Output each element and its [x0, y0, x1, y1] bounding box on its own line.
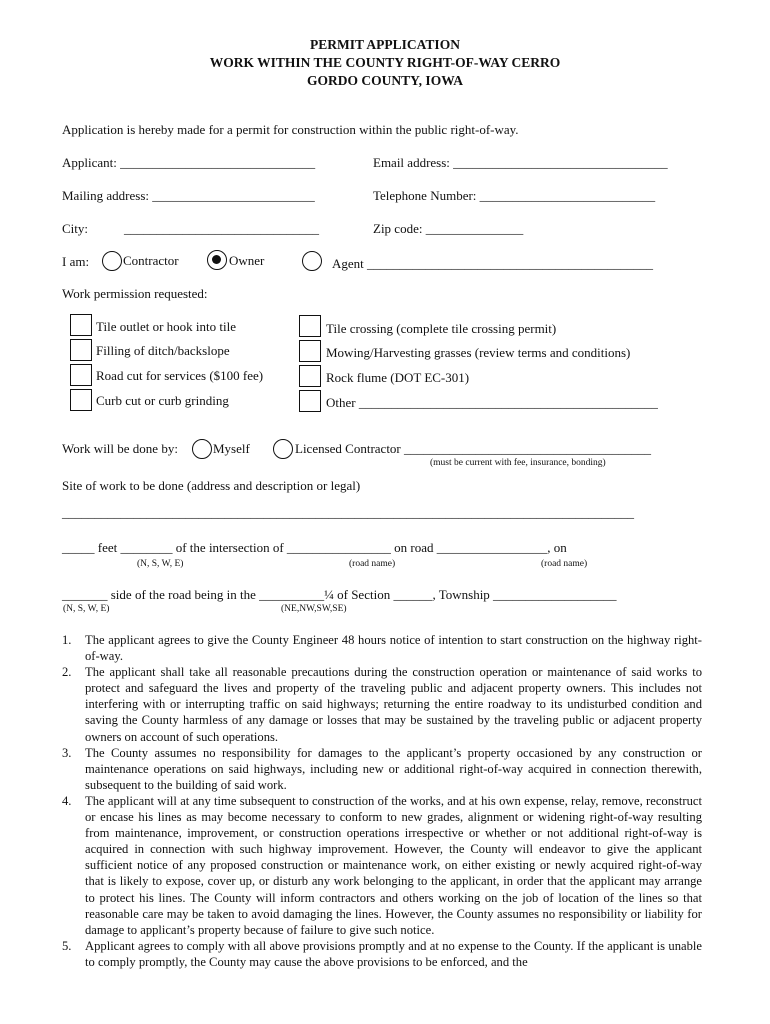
page-title-line-2: WORK WITHIN THE COUNTY RIGHT-OF-WAY CERRO: [209, 55, 561, 70]
tile-outlet-checkbox[interactable]: [70, 314, 92, 336]
term-text: The County assumes no responsibility for damages to the applicant’s property occasioned by any construction or maintenance operations on said highways, including new or additional right-of-way acquired in connection therewith, subsequent to the building of said work.: [85, 745, 702, 792]
tile-crossing-checkbox[interactable]: [299, 315, 321, 337]
side-direction-hint: (N, S, W, E): [63, 604, 110, 614]
city-field[interactable]: ______________________________: [124, 221, 319, 236]
mailing-address-field[interactable]: Mailing address: _________________________: [62, 188, 315, 203]
road-name-hint-1: (road name): [349, 559, 396, 569]
term-number: 4.: [62, 793, 72, 808]
curb-cut-label: Curb cut or curb grinding: [96, 393, 229, 408]
rock-flume-label: Rock flume (DOT EC-301): [326, 370, 470, 385]
filling-ditch-label: Filling of ditch/backslope: [96, 343, 230, 358]
section-township-field-row[interactable]: _______ side of the road being in the __________¼ of Section ______, Township ___________________: [62, 587, 617, 602]
tile-crossing-label: Tile crossing (complete tile crossing permit): [326, 321, 557, 336]
rock-flume-checkbox[interactable]: [299, 365, 321, 387]
term-text: The applicant will at any time subsequent to construction of the works, and at his own expense, relay, remove, reconstruct or encase his lines as may become necessary to conform to new grades, alignment or widening right-of-way resulting from maintenance, improvement, or construction operations irrespective or whether or not additional right-of-way is acquired in connection with such highway improvement. However, the County will endeavor to give the applicant sufficient notice of any proposed construction or maintenance work, on either existing or newly acquired right-of-way that is likely to expose, cover up, or disturb any work belonging to the applicant, in order that the applicant may arrange to protect his lines. The County will inform contractors and others working on the job of location of the lines so that reasonable care may be taken to avoid damaging the lines. However, the County assumes no responsibility or liability for damage to applicant’s property because of failure to give such notice.: [85, 793, 702, 937]
work-permission-label: Work permission requested:: [62, 286, 208, 301]
intersection-field-row[interactable]: _____ feet ________ of the intersection of ________________ on road _________________, on: [62, 540, 567, 555]
zip-code-field[interactable]: Zip code: _______________: [373, 221, 524, 236]
other-field[interactable]: Other ______________________________________________: [326, 395, 658, 410]
mowing-harvesting-label: Mowing/Harvesting grasses (review terms and conditions): [326, 345, 631, 360]
term-item: [62, 938, 702, 970]
term-number: 5.: [62, 938, 72, 953]
tile-outlet-label: Tile outlet or hook into tile: [96, 319, 236, 334]
term-text: The applicant agrees to give the County Engineer 48 hours notice of intention to start construction on the highway right-of-way.: [85, 633, 702, 664]
road-cut-label: Road cut for services ($100 fee): [96, 368, 264, 383]
term-number: 3.: [62, 745, 72, 760]
term-item: [62, 664, 702, 744]
mowing-harvesting-checkbox[interactable]: [299, 340, 321, 362]
licensed-contractor-field[interactable]: Licensed Contractor ______________________________________: [295, 441, 652, 456]
site-of-work-label: Site of work to be done (address and description or legal): [62, 478, 361, 493]
myself-radio[interactable]: [192, 439, 212, 459]
page-title-line-3: GORDO COUNTY, IOWA: [307, 73, 463, 88]
filling-ditch-checkbox[interactable]: [70, 339, 92, 361]
page-title-line-1: PERMIT APPLICATION: [310, 37, 460, 52]
direction-hint: (N, S, W, E): [137, 559, 184, 569]
email-field[interactable]: Email address: _________________________________: [373, 155, 668, 170]
road-name-hint-2: (road name): [541, 559, 588, 569]
owner-label: Owner: [229, 253, 265, 268]
agent-field[interactable]: Agent ____________________________________________: [332, 256, 654, 271]
contractor-label: Contractor: [123, 253, 179, 268]
terms-list: [62, 632, 702, 970]
myself-label: Myself: [213, 441, 250, 456]
owner-radio[interactable]: [207, 250, 227, 270]
road-cut-checkbox[interactable]: [70, 364, 92, 386]
term-text: The applicant shall take all reasonable precautions during the construction operation or maintenance of said works to protect and safeguard the lives and property of the traveling public and adjacent property owners. This includes not interfering with or interrupting traffic on said highways; returning the entire roadway to its undisturbed condition and saving the County harmless of any damage or losses that may be sustained by the traveling public or adjacent property owners on account of such operations.: [85, 665, 702, 744]
licensed-contractor-radio[interactable]: [273, 439, 293, 459]
site-description-line[interactable]: ________________________________________________________________________________________: [62, 505, 634, 520]
term-number: 2.: [62, 665, 72, 680]
term-item: [62, 745, 702, 793]
other-checkbox[interactable]: [299, 390, 321, 412]
agent-radio[interactable]: [302, 251, 322, 271]
term-text: Applicant agrees to comply with all above provisions promptly and at no expense to the County. If the applicant is unable to comply promptly, the County may cause the above provisions to be enforced, and the: [85, 938, 702, 969]
term-item: [62, 793, 702, 938]
curb-cut-checkbox[interactable]: [70, 389, 92, 411]
city-label: City:: [62, 221, 89, 236]
intro-text: Application is hereby made for a permit for construction within the public right-of-way.: [62, 122, 519, 137]
term-item: [62, 632, 702, 664]
work-by-label: Work will be done by:: [62, 441, 178, 456]
i-am-label: I am:: [62, 254, 90, 269]
telephone-field[interactable]: Telephone Number: ___________________________: [373, 188, 656, 203]
licensed-contractor-note: (must be current with fee, insurance, bonding): [430, 458, 606, 468]
applicant-field[interactable]: Applicant: ______________________________: [62, 155, 316, 170]
term-number: 1.: [62, 633, 72, 647]
contractor-radio[interactable]: [102, 251, 122, 271]
quarter-section-hint: (NE,NW,SW,SE): [281, 604, 347, 614]
